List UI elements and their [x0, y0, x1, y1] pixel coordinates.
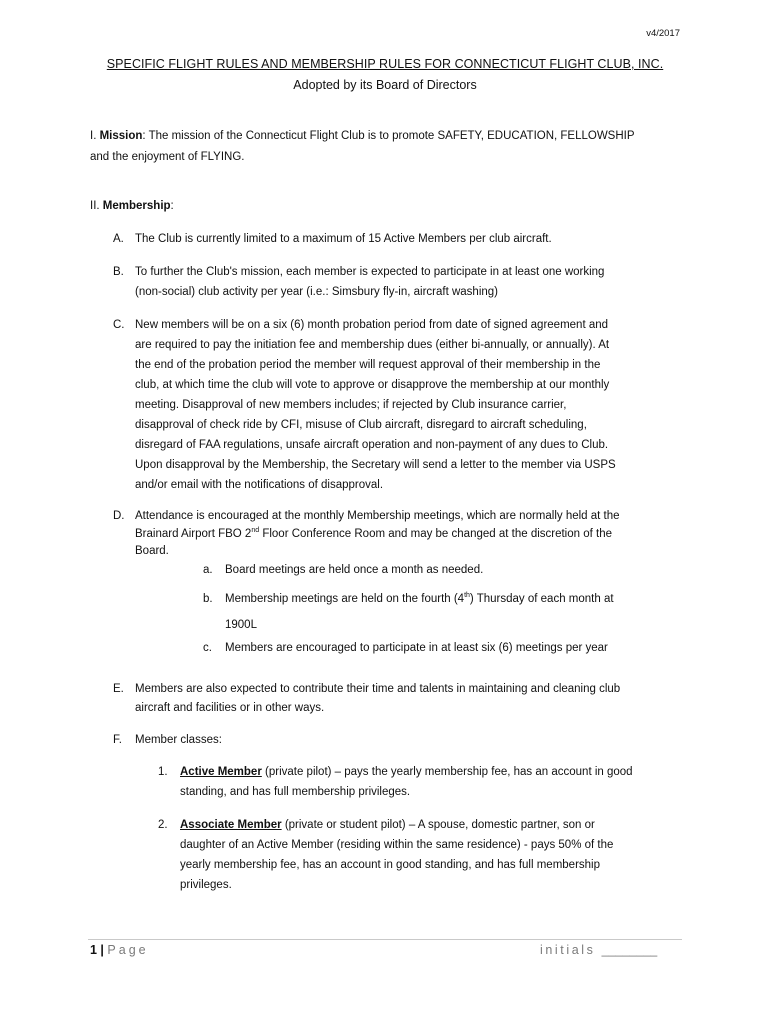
- document-title: SPECIFIC FLIGHT RULES AND MEMBERSHIP RULES FOR CONNECTICUT FLIGHT CLUB, INC.: [106, 57, 664, 71]
- mission-numeral: I.: [90, 130, 97, 142]
- item-text: Attendance is encouraged at the monthly Membership meetings, which are normally held at the: [135, 510, 620, 522]
- page-separator: |: [96, 943, 108, 957]
- item-text-part: Brainard Airport FBO 2: [135, 527, 252, 540]
- item-text: the end of the probation period the member will request approval of their membership in the: [135, 359, 601, 371]
- class-text-line: privileges.: [180, 879, 232, 891]
- class-description: (private pilot) – pays the yearly membership fee, has an account in good: [261, 766, 633, 778]
- item-text: meeting. Disapproval of new members includes; if rejected by Club insurance carrier,: [135, 399, 567, 411]
- sub-item-letter: a.: [203, 564, 213, 576]
- item-text: disapproval of check ride by CFI, misuse of Club aircraft, disregard to aircraft scheduling,: [135, 419, 587, 431]
- item-text: New members will be on a six (6) month probation period from date of signed agreement and: [135, 319, 609, 331]
- sub-item-text-line2: 1900L: [225, 619, 257, 631]
- sub-item-letter: c.: [203, 642, 212, 654]
- class-text-line: daughter of an Active Member (residing within the same residence) - pays 50% of the: [180, 839, 614, 851]
- class-text: [180, 762, 740, 782]
- class-number: 2.: [158, 819, 168, 831]
- item-letter: C.: [113, 319, 125, 331]
- mission-text: : The mission of the Connecticut Flight Club is to promote SAFETY, EDUCATION, FELLOWSHIP: [142, 130, 635, 142]
- sub-item-text: Board meetings are held once a month as needed.: [225, 564, 484, 576]
- sub-item-text-part: Membership meetings are held on the fourth (4: [225, 593, 465, 605]
- footer-divider: [88, 939, 682, 940]
- item-text-part: Floor Conference Room and may be changed at the discretion of the: [259, 527, 612, 540]
- item-letter: E.: [113, 683, 124, 695]
- item-text: club, at which time the club will vote to approve or disapprove the membership at our monthly: [135, 379, 610, 391]
- item-text-line2: [135, 526, 695, 544]
- mission-section: [90, 126, 690, 168]
- initials-field: [540, 943, 657, 957]
- mission-heading: Mission: [99, 130, 143, 142]
- item-letter: D.: [113, 510, 125, 522]
- class-text-line: yearly membership fee, has an account in good standing, and has full membership: [180, 859, 600, 871]
- item-text: are required to pay the initiation fee and membership dues (either bi-annually, or annually). At: [135, 339, 610, 351]
- item-text: (non-social) club activity per year (i.e.: Simsbury fly-in, aircraft washing): [135, 286, 499, 298]
- class-number: 1.: [158, 766, 168, 778]
- membership-colon: :: [170, 200, 174, 212]
- item-letter: A.: [113, 233, 124, 245]
- initials-label: initials: [540, 943, 596, 957]
- document-subtitle: Adopted by its Board of Directors: [293, 78, 477, 92]
- class-text: [180, 815, 740, 835]
- page-footer-number: [90, 943, 149, 957]
- initials-blank: ________: [601, 943, 658, 957]
- page-number: 1: [90, 943, 97, 957]
- item-text: The Club is currently limited to a maximum of 15 Active Members per club aircraft.: [135, 233, 552, 245]
- class-term: Associate Member: [180, 819, 282, 831]
- membership-heading-text: Membership: [102, 200, 171, 212]
- item-text: To further the Club's mission, each member is expected to participate in at least one working: [135, 266, 605, 278]
- sub-item-text: Members are encouraged to participate in at least six (6) meetings per year: [225, 642, 608, 654]
- item-text: and/or email with the notifications of disapproval.: [135, 479, 384, 491]
- item-letter: B.: [113, 266, 124, 278]
- item-text: Member classes:: [135, 734, 222, 746]
- ordinal-suffix: th: [464, 592, 470, 600]
- membership-numeral: II.: [90, 200, 100, 212]
- sub-item-text-part: ) Thursday of each month at: [469, 593, 614, 605]
- sub-item-text: [225, 586, 770, 612]
- item-text: disregard of FAA regulations, unsafe aircraft operation and non-payment of any dues to Club.: [135, 439, 609, 451]
- class-term: Active Member: [180, 766, 262, 778]
- item-letter: F.: [113, 734, 122, 746]
- membership-heading: [90, 196, 690, 217]
- item-text: Board.: [135, 545, 169, 557]
- item-text: aircraft and facilities or in other ways.: [135, 702, 325, 714]
- class-description: (private or student pilot) – A spouse, domestic partner, son or: [281, 819, 595, 831]
- ordinal-suffix: nd: [251, 526, 260, 534]
- sub-item-letter: b.: [203, 593, 213, 605]
- item-text: Upon disapproval by the Membership, the Secretary will send a letter to the member via USPS: [135, 459, 616, 471]
- page-word: Page: [107, 943, 149, 957]
- item-text: Members are also expected to contribute their time and talents in maintaining and cleaning club: [135, 683, 621, 695]
- mission-text-line2: and the enjoyment of FLYING.: [90, 151, 245, 163]
- version-label: v4/2017: [646, 28, 680, 39]
- class-text-line2: standing, and has full membership privileges.: [180, 786, 411, 798]
